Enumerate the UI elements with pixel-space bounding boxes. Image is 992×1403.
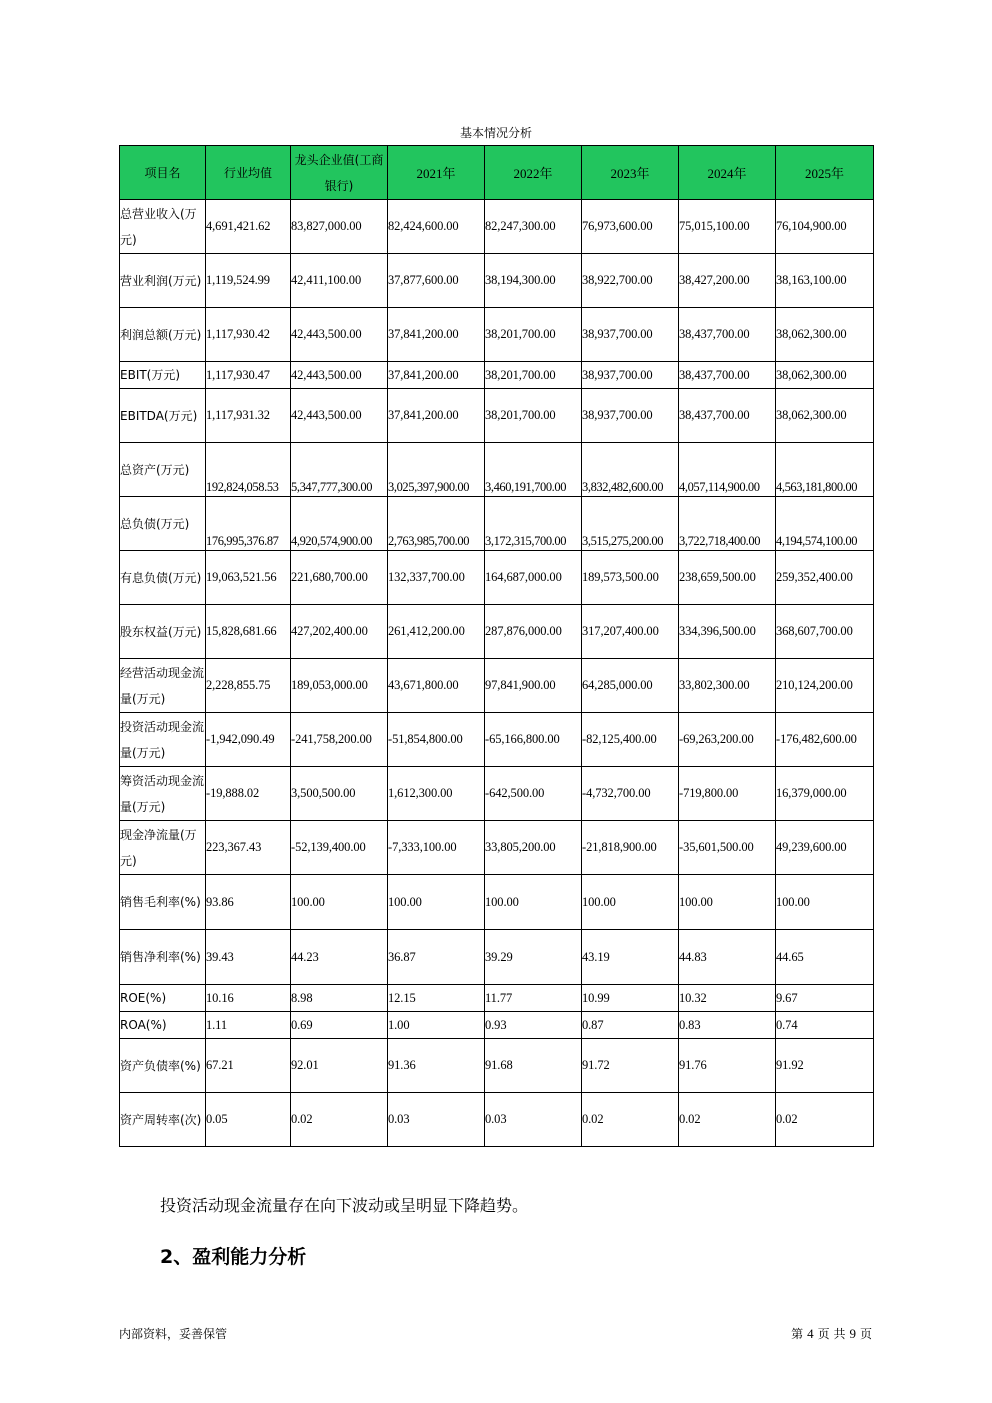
row-value: 1,117,930.42 [206, 308, 291, 362]
row-value: 3,722,718,400.00 [679, 497, 776, 551]
row-value: 44.83 [679, 930, 776, 985]
table-row [120, 659, 874, 713]
row-value: 189,053,000.00 [291, 659, 388, 713]
row-value: 0.02 [776, 1093, 874, 1147]
row-value: 10.32 [679, 985, 776, 1012]
row-value: 3,172,315,700.00 [485, 497, 582, 551]
row-value: 38,201,700.00 [485, 362, 582, 389]
row-value: 0.02 [291, 1093, 388, 1147]
row-value: 19,063,521.56 [206, 551, 291, 605]
row-value: 259,352,400.00 [776, 551, 874, 605]
footer-page-number [791, 1325, 872, 1342]
row-value: 0.74 [776, 1012, 874, 1039]
row-value: -19,888.02 [206, 767, 291, 821]
row-value: 38,427,200.00 [679, 254, 776, 308]
row-value: 16,379,000.00 [776, 767, 874, 821]
row-value: 91.36 [388, 1039, 485, 1093]
header-leader-value: 龙头企业值(工商银行) [291, 146, 388, 200]
row-value: 100.00 [388, 875, 485, 930]
row-value: 12.15 [388, 985, 485, 1012]
row-label: 资产周转率(次) [120, 1093, 206, 1147]
row-value: -51,854,800.00 [388, 713, 485, 767]
row-value: -35,601,500.00 [679, 821, 776, 875]
row-value: 36.87 [388, 930, 485, 985]
row-value: 10.16 [206, 985, 291, 1012]
row-value: 1.11 [206, 1012, 291, 1039]
row-value: 3,500,500.00 [291, 767, 388, 821]
table-row [120, 362, 874, 389]
row-value: 82,247,300.00 [485, 200, 582, 254]
row-value: 1,119,524.99 [206, 254, 291, 308]
row-value: 39.43 [206, 930, 291, 985]
row-value: -69,263,200.00 [679, 713, 776, 767]
row-value: 0.02 [582, 1093, 679, 1147]
row-value: -4,732,700.00 [582, 767, 679, 821]
row-value: 38,062,300.00 [776, 362, 874, 389]
row-value: 43,671,800.00 [388, 659, 485, 713]
row-value: 91.68 [485, 1039, 582, 1093]
row-value: 97,841,900.00 [485, 659, 582, 713]
row-value: 0.87 [582, 1012, 679, 1039]
table-row [120, 254, 874, 308]
row-value: 76,104,900.00 [776, 200, 874, 254]
row-value: 0.69 [291, 1012, 388, 1039]
row-value: 38,437,700.00 [679, 362, 776, 389]
row-value: 10.99 [582, 985, 679, 1012]
row-value: 100.00 [291, 875, 388, 930]
row-label: EBIT(万元) [120, 362, 206, 389]
row-value: 42,443,500.00 [291, 362, 388, 389]
row-value: 0.05 [206, 1093, 291, 1147]
table-row [120, 767, 874, 821]
row-value: 1,612,300.00 [388, 767, 485, 821]
row-value: 5,347,777,300.00 [291, 443, 388, 497]
header-year-2023: 2023年 [582, 146, 679, 200]
analysis-paragraph: 投资活动现金流量存在向下波动或呈明显下降趋势。 [160, 1196, 529, 1215]
row-value: -642,500.00 [485, 767, 582, 821]
page-prefix: 第 [791, 1327, 804, 1341]
row-value: 3,025,397,900.00 [388, 443, 485, 497]
table-row [120, 875, 874, 930]
row-value: 38,201,700.00 [485, 389, 582, 443]
row-value: 64,285,000.00 [582, 659, 679, 713]
header-year-2024: 2024年 [679, 146, 776, 200]
row-value: 334,396,500.00 [679, 605, 776, 659]
row-value: 42,411,100.00 [291, 254, 388, 308]
row-value: 3,832,482,600.00 [582, 443, 679, 497]
table-row [120, 497, 874, 551]
row-value: 368,607,700.00 [776, 605, 874, 659]
row-label: 筹资活动现金流量(万元) [120, 767, 206, 821]
row-value: 192,824,058.53 [206, 443, 291, 497]
row-value: 93.86 [206, 875, 291, 930]
row-value: 91.76 [679, 1039, 776, 1093]
table-caption: 基本情况分析 [459, 126, 532, 140]
table-row [120, 551, 874, 605]
header-item-name: 项目名 [120, 146, 206, 200]
row-value: -241,758,200.00 [291, 713, 388, 767]
row-value: 11.77 [485, 985, 582, 1012]
row-label: 总资产(万元) [120, 443, 206, 497]
row-value: 3,515,275,200.00 [582, 497, 679, 551]
row-value: 83,827,000.00 [291, 200, 388, 254]
row-label: 现金净流量(万元) [120, 821, 206, 875]
row-label: ROA(%) [120, 1012, 206, 1039]
row-value: -52,139,400.00 [291, 821, 388, 875]
row-label: 销售毛利率(%) [120, 875, 206, 930]
row-value: 0.03 [388, 1093, 485, 1147]
row-value: 91.72 [582, 1039, 679, 1093]
table-row [120, 308, 874, 362]
row-value: 8.98 [291, 985, 388, 1012]
row-value: 2,228,855.75 [206, 659, 291, 713]
row-value: 0.93 [485, 1012, 582, 1039]
row-value: 37,841,200.00 [388, 389, 485, 443]
row-value: 100.00 [485, 875, 582, 930]
row-value: 38,062,300.00 [776, 389, 874, 443]
row-label: 总负债(万元) [120, 497, 206, 551]
row-value: -82,125,400.00 [582, 713, 679, 767]
row-value: 91.92 [776, 1039, 874, 1093]
row-value: 33,805,200.00 [485, 821, 582, 875]
row-value: 3,460,191,700.00 [485, 443, 582, 497]
footer-confidential-note: 内部资料，妥善保管 [119, 1327, 228, 1341]
row-value: 1.00 [388, 1012, 485, 1039]
row-value: 39.29 [485, 930, 582, 985]
row-value: 76,973,600.00 [582, 200, 679, 254]
row-value: 92.01 [291, 1039, 388, 1093]
row-value: 100.00 [776, 875, 874, 930]
row-value: 100.00 [582, 875, 679, 930]
row-label: 利润总额(万元) [120, 308, 206, 362]
row-value: 38,937,700.00 [582, 389, 679, 443]
page-total: 9 [849, 1326, 856, 1341]
row-value: -176,482,600.00 [776, 713, 874, 767]
row-value: 37,877,600.00 [388, 254, 485, 308]
row-label: 股东权益(万元) [120, 605, 206, 659]
row-label: 总营业收入(万元) [120, 200, 206, 254]
row-label: 销售净利率(%) [120, 930, 206, 985]
row-label: 营业利润(万元) [120, 254, 206, 308]
row-value: -719,800.00 [679, 767, 776, 821]
table-row [120, 985, 874, 1012]
table-row [120, 389, 874, 443]
section-heading: 2、盈利能力分析 [160, 1246, 307, 1268]
row-value: 100.00 [679, 875, 776, 930]
page-mid: 页 共 [817, 1327, 846, 1341]
row-value: 210,124,200.00 [776, 659, 874, 713]
row-value: 42,443,500.00 [291, 308, 388, 362]
row-value: 38,201,700.00 [485, 308, 582, 362]
row-label: EBITDA(万元) [120, 389, 206, 443]
row-value: 4,194,574,100.00 [776, 497, 874, 551]
row-value: -7,333,100.00 [388, 821, 485, 875]
row-value: 33,802,300.00 [679, 659, 776, 713]
header-year-2025: 2025年 [776, 146, 874, 200]
table-row [120, 821, 874, 875]
row-value: 38,437,700.00 [679, 308, 776, 362]
row-value: 221,680,700.00 [291, 551, 388, 605]
row-value: 43.19 [582, 930, 679, 985]
row-value: 42,443,500.00 [291, 389, 388, 443]
row-value: 4,057,114,900.00 [679, 443, 776, 497]
row-value: 4,563,181,800.00 [776, 443, 874, 497]
row-value: 238,659,500.00 [679, 551, 776, 605]
row-value: 38,437,700.00 [679, 389, 776, 443]
row-value: 164,687,000.00 [485, 551, 582, 605]
header-industry-average: 行业均值 [206, 146, 291, 200]
row-value: 287,876,000.00 [485, 605, 582, 659]
row-value: -21,818,900.00 [582, 821, 679, 875]
table-row [120, 605, 874, 659]
page-current: 4 [807, 1326, 814, 1341]
table-header-row [120, 146, 874, 200]
row-value: -65,166,800.00 [485, 713, 582, 767]
row-label: 有息负债(万元) [120, 551, 206, 605]
table-row [120, 1039, 874, 1093]
row-label: 投资活动现金流量(万元) [120, 713, 206, 767]
row-label: 资产负债率(%) [120, 1039, 206, 1093]
row-value: 189,573,500.00 [582, 551, 679, 605]
row-value: -1,942,090.49 [206, 713, 291, 767]
table-row [120, 443, 874, 497]
row-value: 4,691,421.62 [206, 200, 291, 254]
row-value: 75,015,100.00 [679, 200, 776, 254]
row-value: 1,117,930.47 [206, 362, 291, 389]
row-value: 49,239,600.00 [776, 821, 874, 875]
row-value: 38,922,700.00 [582, 254, 679, 308]
row-value: 44.23 [291, 930, 388, 985]
row-value: 2,763,985,700.00 [388, 497, 485, 551]
row-value: 67.21 [206, 1039, 291, 1093]
row-value: 15,828,681.66 [206, 605, 291, 659]
header-year-2021: 2021年 [388, 146, 485, 200]
row-value: 427,202,400.00 [291, 605, 388, 659]
row-label: ROE(%) [120, 985, 206, 1012]
row-value: 38,937,700.00 [582, 362, 679, 389]
row-value: 0.02 [679, 1093, 776, 1147]
row-value: 317,207,400.00 [582, 605, 679, 659]
row-value: 132,337,700.00 [388, 551, 485, 605]
row-value: 37,841,200.00 [388, 362, 485, 389]
row-value: 261,412,200.00 [388, 605, 485, 659]
row-value: 0.83 [679, 1012, 776, 1039]
row-value: 1,117,931.32 [206, 389, 291, 443]
header-year-2022: 2022年 [485, 146, 582, 200]
table-row [120, 1093, 874, 1147]
row-value: 38,194,300.00 [485, 254, 582, 308]
row-value: 38,937,700.00 [582, 308, 679, 362]
row-value: 176,995,376.87 [206, 497, 291, 551]
table-row [120, 200, 874, 254]
row-value: 4,920,574,900.00 [291, 497, 388, 551]
table-row [120, 1012, 874, 1039]
row-value: 38,163,100.00 [776, 254, 874, 308]
table-row [120, 930, 874, 985]
row-value: 44.65 [776, 930, 874, 985]
row-value: 0.03 [485, 1093, 582, 1147]
table-row [120, 713, 874, 767]
row-value: 37,841,200.00 [388, 308, 485, 362]
row-label: 经营活动现金流量(万元) [120, 659, 206, 713]
basic-analysis-table [119, 145, 874, 1147]
row-value: 9.67 [776, 985, 874, 1012]
row-value: 38,062,300.00 [776, 308, 874, 362]
row-value: 82,424,600.00 [388, 200, 485, 254]
page-suffix: 页 [859, 1327, 872, 1341]
row-value: 223,367.43 [206, 821, 291, 875]
